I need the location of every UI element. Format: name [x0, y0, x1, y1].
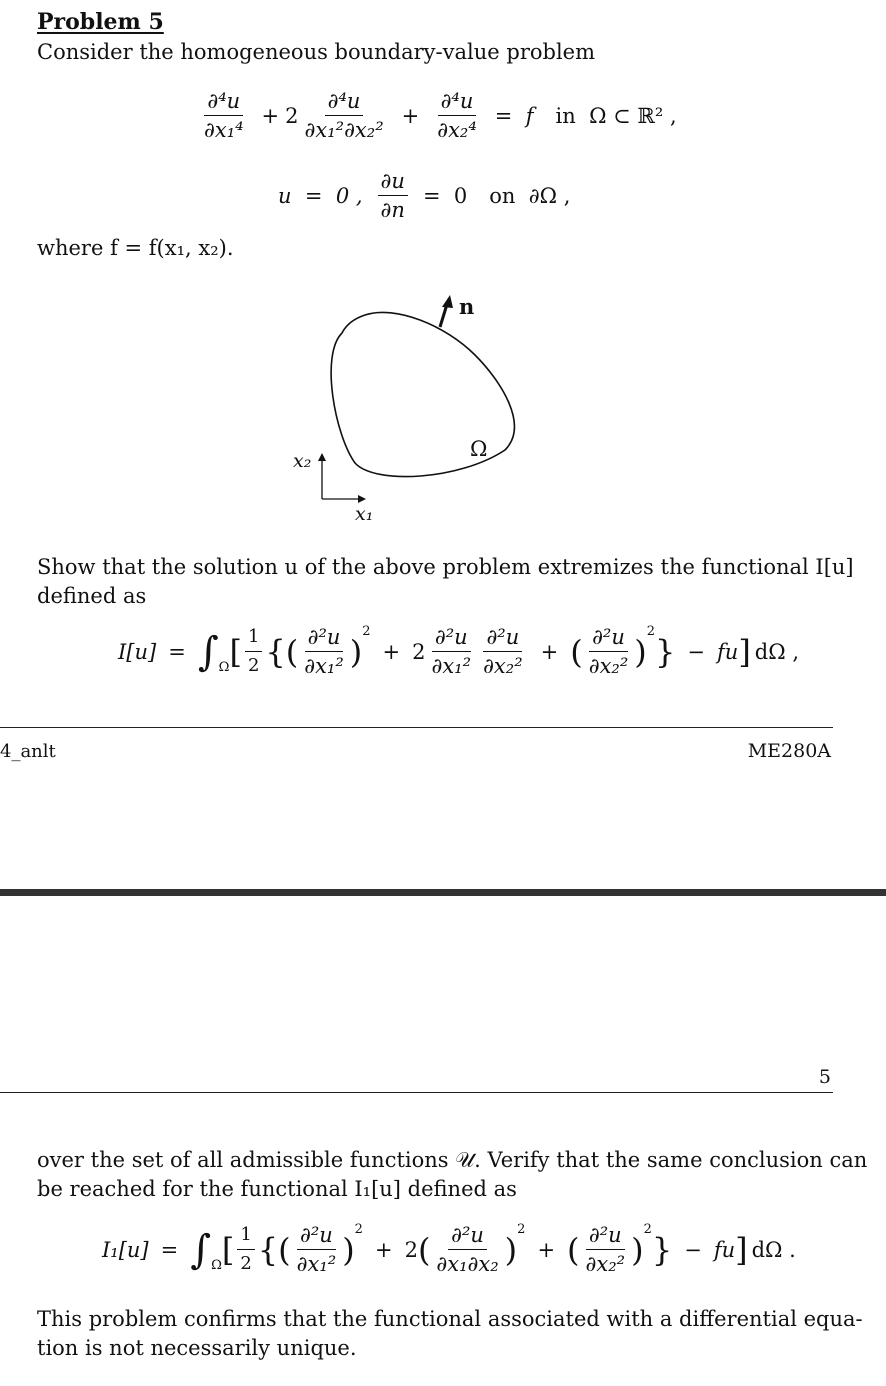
footer-right: ME280A	[747, 740, 831, 762]
domain-label: Ω	[470, 437, 488, 461]
footer-left: 4_anlt	[0, 741, 56, 762]
conclusion-line2: tion is not necessarily unique.	[37, 1336, 357, 1360]
term3-fraction: $\frac{\text{∂⁴u}}{\text{∂x₂⁴}}$	[437, 89, 477, 142]
pde-equation: $\frac{\text{∂⁴u}}{\text{∂x₁⁴}}$ + 2 $\frac{\text{∂⁴u}}{\text{∂x₁²∂x₂²}}$ + $\frac{\text{∂⁴u}}{\text{∂x₂⁴}}$ = f in Ω ⊂ ℝ² ,	[198, 88, 677, 143]
boundary-conditions: u = 0 , $\frac{\partial u}{\partial n}$ = 0 on ∂Ω ,	[278, 169, 571, 222]
x2-arrow-head	[318, 453, 326, 461]
footer-rule	[0, 727, 833, 728]
where-clause: where f = f(x₁, x₂).	[37, 236, 234, 260]
show-text-line2: defined as	[37, 584, 147, 608]
x1-label: x₁	[355, 503, 374, 525]
x1-arrow-head	[358, 495, 366, 503]
normal-label: n	[459, 294, 475, 319]
domain-figure	[280, 285, 540, 535]
over-text-line2: be reached for the functional I₁[u] defined as	[37, 1177, 517, 1201]
problem-title: Problem 5	[37, 9, 164, 35]
term2-fraction: $\frac{\text{∂⁴u}}{\text{∂x₁²∂x₂²}}$	[304, 89, 384, 142]
show-text-line1: Show that the solution u of the above problem extremizes the functional I[u]	[37, 555, 854, 579]
functional-I1-equation: I₁[u] = ∫ Ω [ $\frac{1}{2}$ { ( $\frac{\text{∂²u}}{\text{∂x₁²}}$ ) 2 + 2 ( $\frac{\text{∂²u}}{\text{∂x₁∂x₂}}$ ) 2 + ( $\frac{\text{∂²u}}{\text{∂x₂²}}$ ) 2 } − fu ] dΩ .	[102, 1222, 796, 1276]
over-text-line1: over the set of all admissible functions 𝒰. Verify that the same conclusion can	[37, 1148, 868, 1172]
header-rule	[0, 1092, 833, 1093]
problem-intro: Consider the homogeneous boundary-value problem	[37, 40, 595, 64]
normal-arrow-head	[442, 295, 453, 308]
normal-derivative-fraction: $\frac{\partial u}{\partial n}$	[378, 168, 408, 223]
x2-label: x₂	[293, 450, 312, 472]
page-break-bar	[0, 889, 886, 896]
conclusion-line1: This problem confirms that the functional associated with a differential equa-	[37, 1307, 863, 1331]
page-number: 5	[818, 1066, 831, 1088]
term1-fraction: $\frac{\text{∂⁴u}}{\text{∂x₁⁴}}$	[204, 89, 244, 142]
functional-I-equation: I[u] = ∫ Ω [ $\frac{1}{2}$ { ( $\frac{\text{∂²u}}{\text{∂x₁²}}$ ) 2 + 2 $\frac{\text{∂²u}}{\text{∂x₁²}}$ $\frac{\text{∂²u}}{\text{∂x₂²}}$ + ( $\frac{\text{∂²u}}{\text{∂x₂²}}$ ) 2 } − fu ] dΩ ,	[118, 624, 800, 678]
